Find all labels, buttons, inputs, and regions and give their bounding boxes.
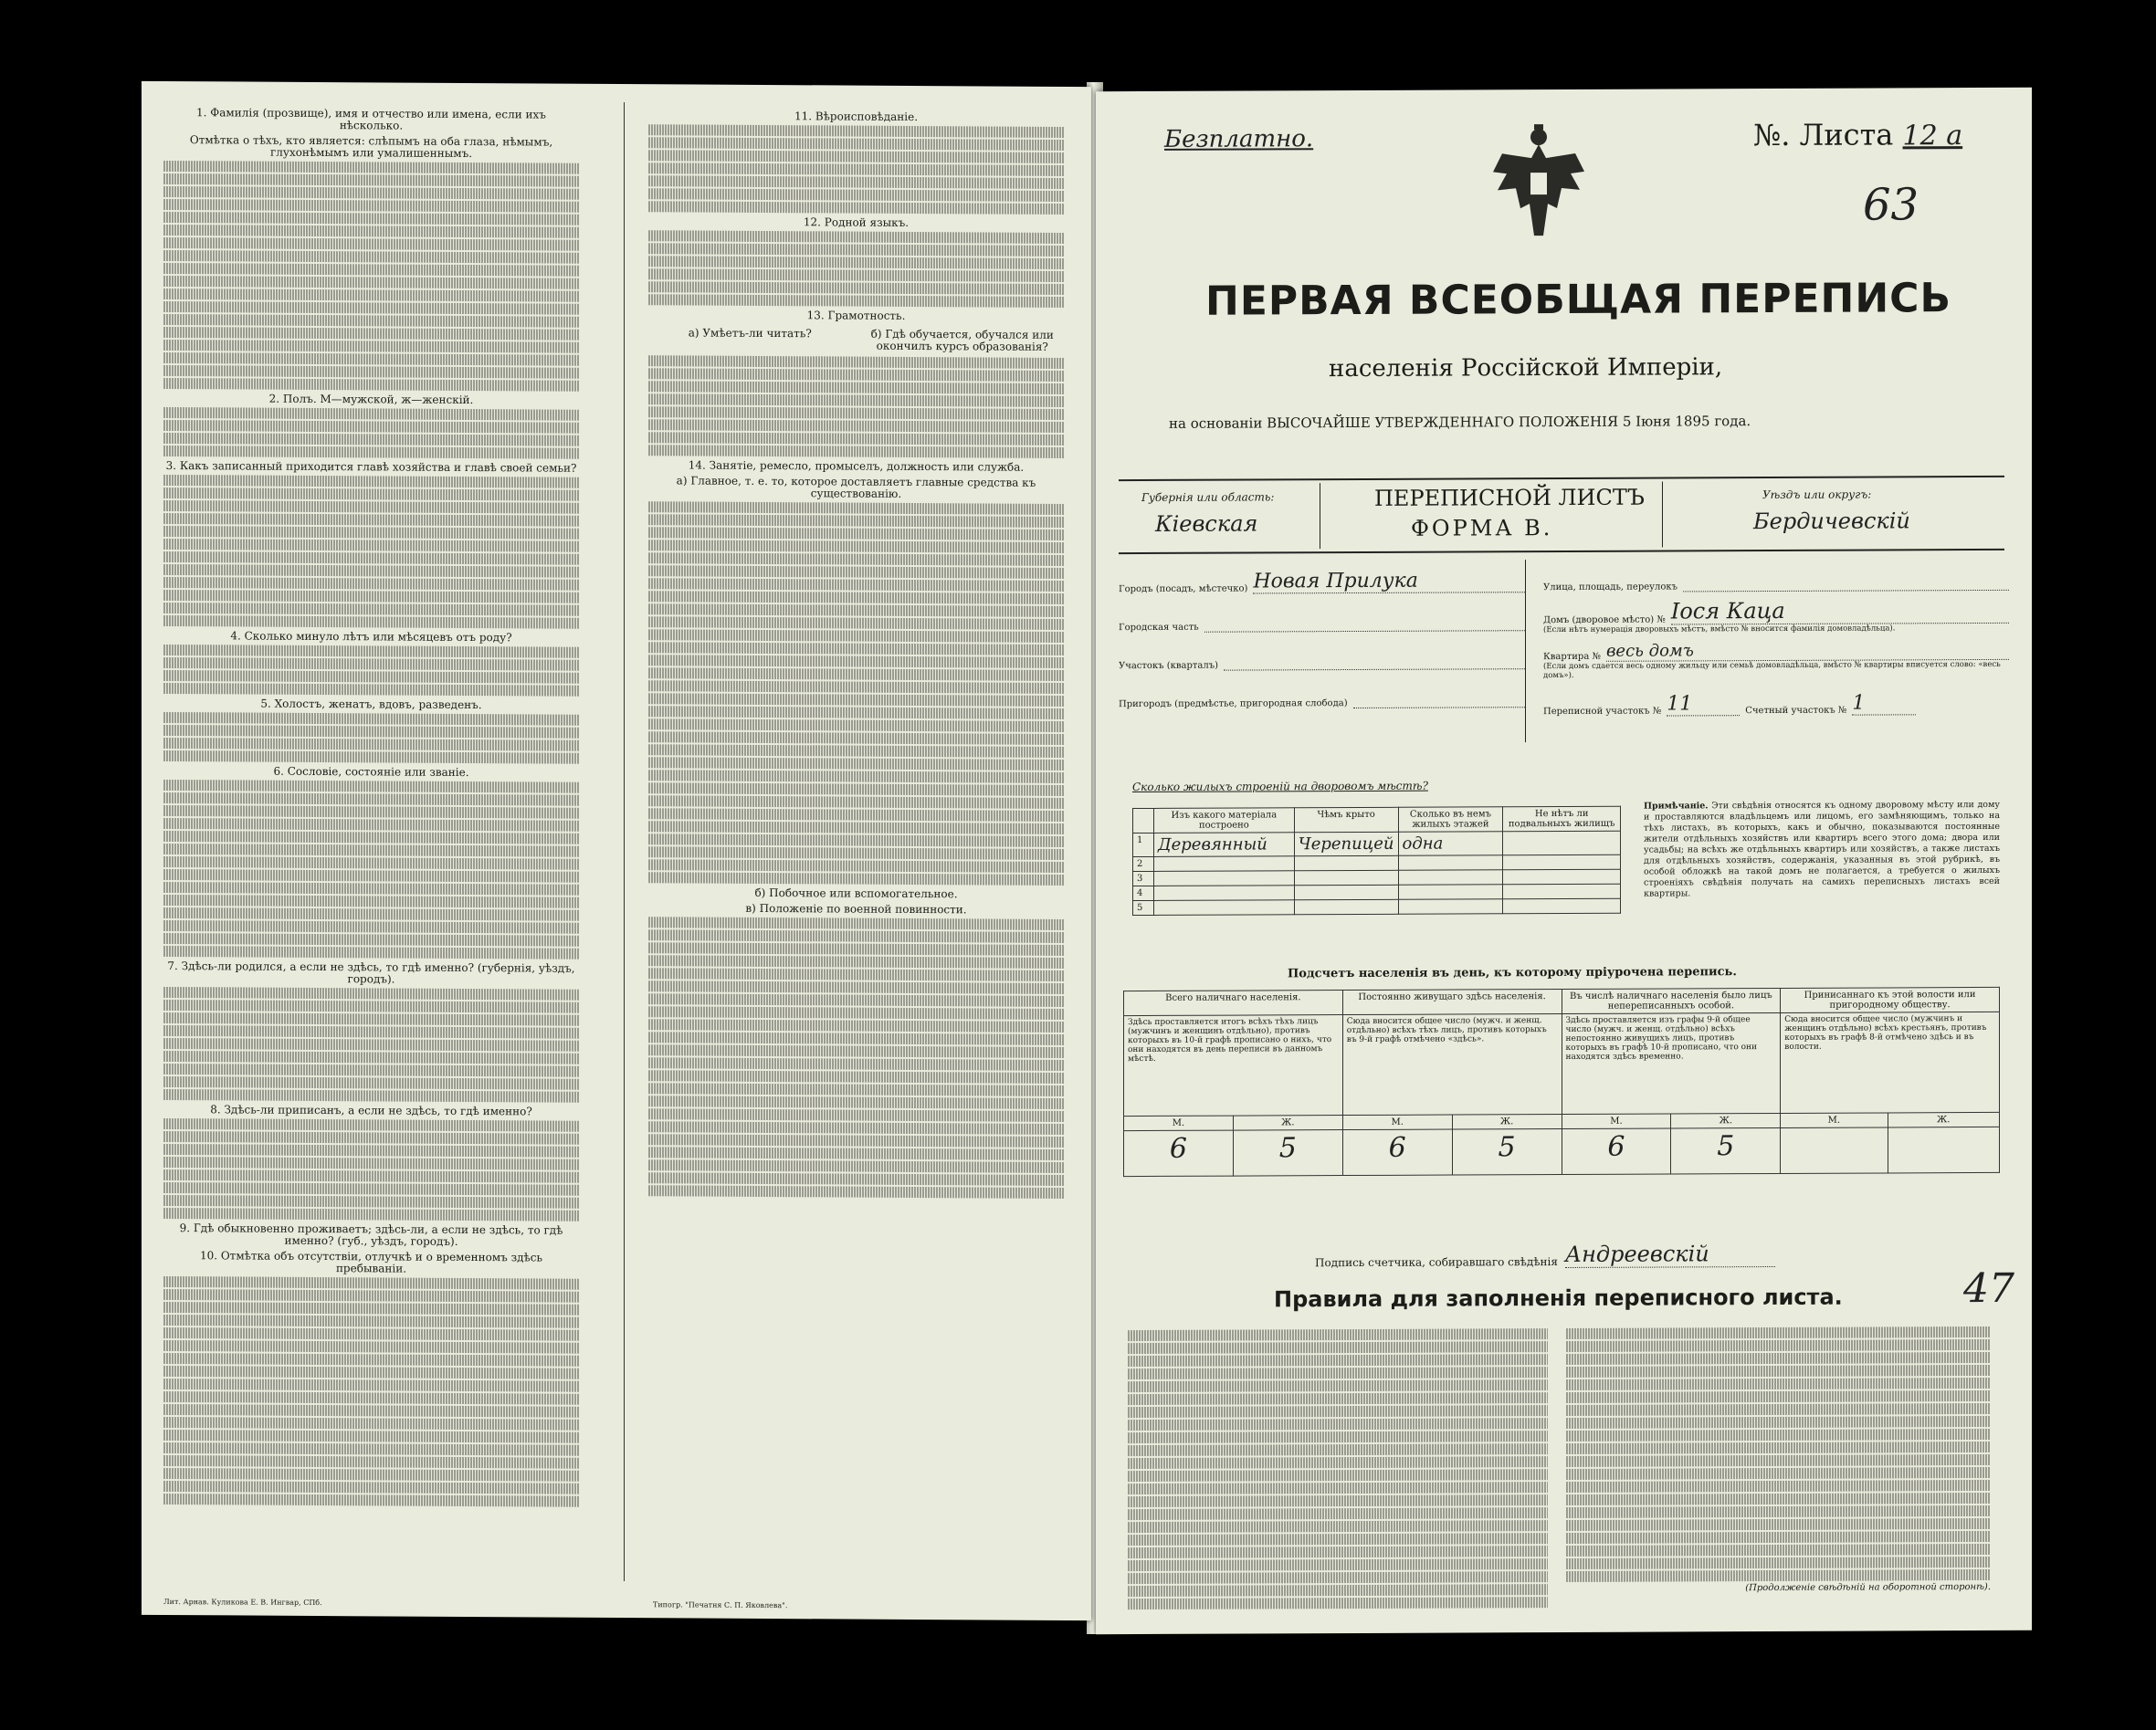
subsection-heading: в) Положеніе по военной повинности. — [745, 901, 967, 917]
sheet-number — [1753, 117, 1962, 152]
right-page-census-form — [1096, 88, 2032, 1634]
apt-label: Квартира № — [1543, 651, 1601, 663]
buildings-col-header: Не нѣтъ ли подвальныхъ жилищъ — [1503, 806, 1621, 832]
section-heading: 14. Занятіе, ремесло, промыселъ, должность или служба. — [688, 458, 1025, 474]
city-part-label: Городская часть — [1119, 622, 1199, 634]
section-heading: 12. Родной языкъ. — [803, 215, 910, 229]
section-heading: 9. Гдѣ обыкновенно проживаетъ; здѣсь-ли, а если не здѣсь, то гдѣ именно? (губ., уѣздъ, городъ). — [179, 1221, 563, 1248]
count-district-value: 1 — [1852, 691, 1916, 715]
count-value: 5 — [1452, 1129, 1562, 1176]
city-label: Городъ (посадъ, мѣстечко) — [1119, 583, 1248, 595]
instructions-column-1 — [163, 103, 579, 1509]
form-main-title: ПЕРВАЯ ВСЕОБЩАЯ ПЕРЕПИСЬ — [1205, 275, 1951, 325]
buildings-question: Сколько жилыхъ строеній на дворовомъ мѣстѣ? — [1132, 779, 1428, 794]
buildings-col-header: Чѣмъ крыто — [1294, 807, 1398, 832]
census-district-value: 11 — [1667, 692, 1740, 716]
building-roof: Черепицей — [1294, 832, 1398, 855]
rules-continued: (Продолженіе свѣдѣній на оборотной сторонѣ). — [1745, 1581, 1991, 1594]
building-material: Деревянный — [1154, 833, 1295, 857]
subsection-heading: а) Умѣетъ-ли читать? — [688, 326, 812, 341]
count-col-header: Въ числѣ наличнаго населенія было лицъ непереписанныхъ особой. — [1562, 988, 1781, 1013]
street-label: Улица, площадь, переулокъ — [1543, 582, 1678, 593]
imperial-eagle-emblem — [1484, 117, 1593, 255]
district-label: Участокъ (кварталъ) — [1119, 660, 1218, 672]
note-text: Эти свѣдѣнія относятся къ одному дворовому мѣсту или дому и проставляются владѣльцемъ или лицомъ, его замѣняющимъ, только на тѣхъ листахъ, въ которыхъ, какъ и обычно, показываются постоянные жители отдѣльныхъ хозяйствъ или квартиръ всего этого дома; двора или усадьбы; на всѣхъ же отдѣльныхъ квартиръ или хозяйствъ, а также листахъ для отдѣльныхъ хозяйствъ, содержанія, указанныя въ этой рубрикѣ, въ особой обложкѣ на такой домъ не полагается, а требуется о жилыхъ строеніяхъ свѣдѣнія получать на самихъ переписныхъ листахъ всей квартиры. — [1644, 799, 2000, 899]
rules-title: Правила для заполненія переписного листа. — [1274, 1284, 1843, 1313]
count-col-desc: Сюда вносится общее число (мужчинъ и женщинъ отдѣльно) всѣхъ крестьянъ, противъ которыхъ въ графѣ 8-й отмѣчено здѣсь и въ волости. — [1781, 1012, 2000, 1113]
count-title: Подсчетъ населенія въ день, къ которому пріурочена перепись. — [1288, 965, 1737, 981]
section-heading: 1. Фамилія (прозвище), имя и отчество или имена, если ихъ нѣсколько. — [196, 106, 546, 132]
subsection-heading: б) Гдѣ обучается, обучался или окончилъ курсъ образованія? — [870, 327, 1054, 353]
census-district-label: Переписной участокъ № — [1543, 706, 1662, 718]
count-col-desc: Здѣсь проставляется итогъ всѣхъ тѣхъ лицъ (мужчинъ и женщинъ отдѣльно), противъ которыхъ въ 10-й графѣ прописано о нихъ, что они находятся въ день переписи въ данномъ мѣстѣ. — [1124, 1015, 1343, 1117]
left-page-instructions — [142, 81, 1091, 1620]
count-value — [1888, 1127, 2000, 1173]
buildings-col-header: Сколько въ немъ жилыхъ этажей — [1398, 807, 1503, 833]
rules-column-1 — [1128, 1326, 1548, 1611]
buildings-table — [1132, 806, 1621, 916]
gubernia-label: Губернія или область: — [1141, 490, 1275, 505]
address-right — [1543, 558, 2009, 717]
buildings-row: 4 — [1133, 884, 1621, 900]
population-count-table: Всего наличнаго населенія. Постоянно живущаго здѣсь населенія. Въ числѣ наличнаго населенія было лицъ непереписанныхъ особой. Принисаннаго къ этой волости или пригородному обществу. Здѣсь проставляется итогъ всѣхъ тѣхъ лицъ (мужчинъ и женщинъ отдѣльно), противъ которыхъ въ 10-й графѣ прописано о нихъ, что они находятся въ день переписи въ данномъ мѣстѣ. Сюда вносится общее число (мужч. и женщ. отдѣльно) всѣхъ тѣхъ лицъ, противъ которыхъ въ 9-й графѣ отмѣчено «здѣсь». Здѣсь проставляется изъ графы 9-й общее число (мужч. и женщ. отдѣльно) всѣхъ непостоянно живущихъ лицъ, противъ которыхъ въ графѣ 10-й прописано, что они находятся здѣсь временно. Сюда вносится общее число (мужчинъ и женщинъ отдѣльно) всѣхъ крестьянъ, противъ которыхъ въ графѣ 8-й отмѣчено здѣсь и въ волости. М. Ж. М. Ж. М. Ж. М. Ж. 6 5 6 5 6 5 — [1123, 987, 2000, 1177]
address-left — [1119, 560, 1525, 709]
house-note: (Если нѣтъ нумерація дворовыхъ мѣстъ, вмѣсто № вносится фамилія домовладѣльца). — [1543, 624, 1896, 635]
instructions-column-2 — [648, 106, 1064, 1201]
form-basis: на основаніи ВЫСОЧАЙШЕ УТВЕРЖДЕННАГО ПОЛОЖЕНІЯ 5 Іюня 1895 года. — [1169, 413, 1751, 432]
count-col-header: Постоянно живущаго здѣсь населенія. — [1342, 990, 1562, 1015]
note-title: Примѣчаніе. — [1644, 801, 1709, 812]
count-col-header: Принисаннаго къ этой волости или пригородному обществу. — [1781, 987, 2000, 1012]
uezd-value: Бердичевскій — [1753, 508, 1910, 535]
section-heading: 2. Полъ. М—мужской, ж—женскій. — [268, 392, 474, 407]
rules-column-2 — [1566, 1325, 1991, 1594]
buildings-col-header: Изъ какого матеріала построено — [1154, 808, 1295, 834]
buildings-row: 1 Деревянный Черепицей одна — [1133, 831, 1621, 856]
buildings-row: 3 — [1133, 869, 1621, 886]
suburb-label: Пригородъ (предмѣстье, пригородная слобода) — [1119, 698, 1348, 710]
form-type-sub: ФОРМА В. — [1411, 515, 1553, 541]
house-label: Домъ (дворовое мѣсто) № — [1543, 614, 1666, 626]
count-col-desc: Сюда вносится общее число (мужч. и женщ. отдѣльно) всѣхъ тѣхъ лицъ, противъ которыхъ въ 9-й графѣ отмѣчено «здѣсь». — [1342, 1014, 1562, 1116]
printer-footer: Лит. Арнав. Куликова Е. В. Ингвар, СПб. — [163, 1597, 322, 1608]
form-subtitle: населенія Россійской Имперіи, — [1329, 353, 1723, 383]
buildings-row: 2 — [1133, 855, 1621, 871]
section-heading: 10. Отмѣтка объ отсутствіи, отлучкѣ и о временномъ здѣсь пребываніи. — [199, 1249, 543, 1275]
printer-footer: Типогр. "Печатня С. П. Яковлева". — [653, 1600, 788, 1610]
subsection-heading: а) Главное, т. е. то, которое доставляетъ главные средства къ существованію. — [676, 474, 1036, 500]
signature-label: Подпись счетчика, собиравшаго свѣдѣнія — [1315, 1255, 1558, 1270]
section-heading: 5. Холостъ, женатъ, вдовъ, разведенъ. — [260, 697, 482, 712]
apt-note: (Если домъ сдается весь одному жильцу или семьѣ домовладѣльца, вмѣсто № квартиры вписуется слово: «весь домъ»). — [1543, 659, 2001, 681]
body-text-block — [163, 161, 579, 392]
subsection-heading: б) Побочное или вспомогательное. — [754, 886, 958, 901]
count-col-desc: Здѣсь проставляется изъ графы 9-й общее число (мужч. и женщ. отдѣльно) всѣхъ непостоянно живущихъ лицъ, противъ которыхъ въ графѣ 10-й прописано, что они находятся здѣсь временно. — [1562, 1012, 1781, 1114]
section-heading: 13. Грамотность. — [806, 309, 906, 322]
buildings-note — [1644, 800, 2000, 900]
section-note: Отмѣтка о тѣхъ, кто является: слѣпымъ на оба глаза, нѣмымъ, глухонѣмымъ или умалишеннымъ. — [189, 133, 553, 161]
pencil-folio-number: 47 — [1963, 1264, 2014, 1313]
apt-value: весь домъ — [1606, 640, 2009, 662]
column-divider — [624, 102, 625, 1581]
count-value — [1781, 1127, 1888, 1174]
section-heading: 7. Здѣсь-ли родился, а если не здѣсь, то гдѣ именно? (губернія, уѣздъ, городъ). — [167, 959, 575, 986]
city-value: Новая Прилука — [1253, 569, 1525, 593]
building-cellar — [1503, 831, 1621, 855]
free-label: Безплатно. — [1164, 125, 1314, 153]
count-value: 5 — [1671, 1127, 1781, 1174]
count-col-header: Всего наличнаго населенія. — [1124, 991, 1343, 1016]
uezd-label: Уѣздъ или округъ: — [1762, 488, 1872, 502]
enumerator-signature — [1315, 1241, 1775, 1269]
section-heading: 4. Сколько минуло лѣтъ или мѣсяцевъ отъ роду? — [230, 629, 512, 645]
pencil-page-number: 63 — [1863, 179, 1919, 231]
buildings-row: 5 — [1133, 898, 1621, 915]
section-heading: 8. Здѣсь-ли приписанъ, а если не здѣсь, то гдѣ именно? — [210, 1103, 532, 1118]
gubernia-value: Кіевская — [1155, 510, 1258, 537]
section-heading: 11. Вѣроисповѣданіе. — [794, 110, 919, 124]
count-value: 6 — [1124, 1130, 1234, 1177]
count-value: 5 — [1233, 1130, 1342, 1177]
house-value: Іося Каца — [1671, 597, 2009, 625]
count-value: 6 — [1342, 1129, 1452, 1176]
sheet-number-label: №. Листа — [1753, 117, 1894, 153]
signature-value: Андреевскій — [1565, 1241, 1775, 1268]
building-floors: одна — [1398, 832, 1503, 856]
count-district-label: Счетный участокъ № — [1745, 705, 1847, 717]
sheet-number-value: 12 а — [1902, 120, 1963, 152]
section-heading: 3. Какъ записанный приходится главѣ хозяйства и главѣ своей семьи? — [165, 458, 577, 475]
count-value: 6 — [1562, 1128, 1671, 1175]
section-heading: 6. Сословіе, состояніе или званіе. — [273, 764, 469, 780]
form-type-title: ПЕРЕПИСНОЙ ЛИСТЪ — [1374, 484, 1645, 511]
